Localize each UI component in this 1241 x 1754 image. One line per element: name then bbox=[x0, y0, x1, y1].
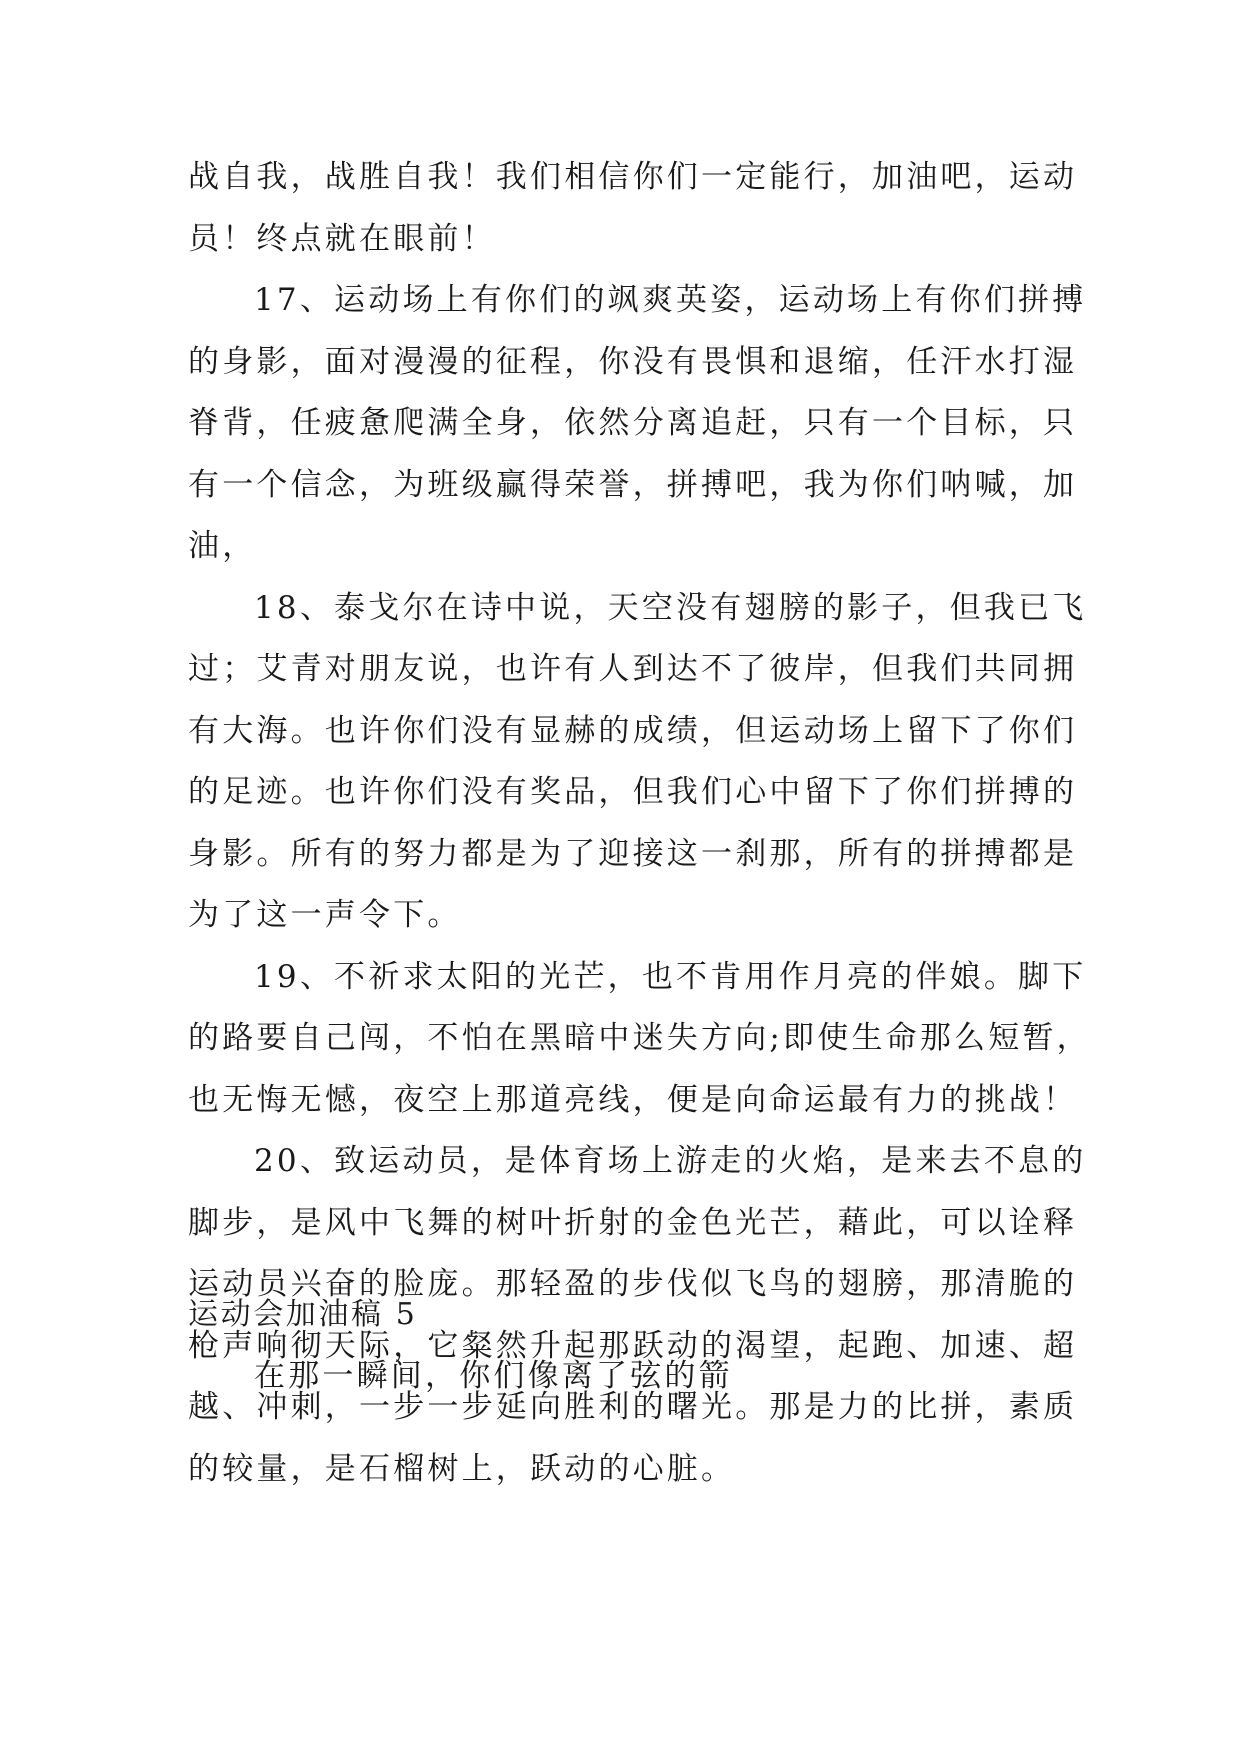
paragraph-line: 脊背，任疲惫爬满全身，依然分离追赶，只有一个目标，只 bbox=[188, 405, 1078, 441]
paragraph-line: 也无悔无憾，夜空上那道亮线，便是向命运最有力的挑战！ bbox=[188, 1081, 1078, 1118]
paragraph-line: 身影。所有的努力都是为了迎接这一刹那，所有的拼搏都是 bbox=[188, 835, 1078, 872]
paragraph-line: 的路要自己闯，不怕在黑暗中迷失方向;即使生命那么短暂， bbox=[188, 1020, 1091, 1056]
paragraph-line: 战自我，战胜自我！我们相信你们一定能行，加油吧，运动 bbox=[188, 159, 1078, 195]
paragraph-line: 枪声响彻天际，它粲然升起那跃动的渴望，起跑、加速、超 bbox=[188, 1327, 1078, 1364]
paragraph-line: 在那一瞬间，你们像离了弦的箭 bbox=[254, 1357, 733, 1394]
paragraph-line: 为了这一声令下。 bbox=[188, 897, 462, 933]
paragraph-line: 越、冲刺，一步一步延向胜利的曙光。那是力的比拼，素质 bbox=[188, 1389, 1078, 1425]
paragraph-line: 油， bbox=[188, 528, 257, 564]
paragraph-line: 18、泰戈尔在诗中说，天空没有翅膀的影子，但我已飞 bbox=[254, 589, 1087, 626]
paragraph-line: 有大海。也许你们没有显赫的成绩，但运动场上留下了你们 bbox=[188, 712, 1078, 749]
paragraph-line: 20、致运动员，是体育场上游走的火焰，是来去不息的 bbox=[254, 1143, 1087, 1179]
paragraph-line: 的身影，面对漫漫的征程，你没有畏惧和退缩，任汗水打湿 bbox=[188, 343, 1078, 380]
paragraph-line: 19、不祈求太阳的光芒，也不肯用作月亮的伴娘。脚下 bbox=[254, 958, 1087, 995]
paragraph-line: 脚步，是风中飞舞的树叶折射的金色光芒，藉此，可以诠释 bbox=[188, 1204, 1078, 1241]
paragraph-line: 有一个信念，为班级赢得荣誉，拼搏吧，我为你们呐喊，加 bbox=[188, 466, 1078, 503]
paragraph-line: 运动员兴奋的脸庞。那轻盈的步伐似飞鸟的翅膀，那清脆的 bbox=[188, 1266, 1078, 1302]
paragraph-line: 过；艾青对朋友说，也许有人到达不了彼岸，但我们共同拥 bbox=[188, 651, 1078, 687]
paragraph-line: 员！终点就在眼前！ bbox=[188, 220, 496, 257]
paragraph-line: 17、运动场上有你们的飒爽英姿，运动场上有你们拼搏 bbox=[254, 282, 1087, 318]
section-heading: 运动会加油稿 5 bbox=[188, 1297, 418, 1332]
paragraph-line: 的足迹。也许你们没有奖品，但我们心中留下了你们拼搏的 bbox=[188, 774, 1078, 810]
paragraph-line: 的较量，是石榴树上，跃动的心脏。 bbox=[188, 1450, 736, 1487]
